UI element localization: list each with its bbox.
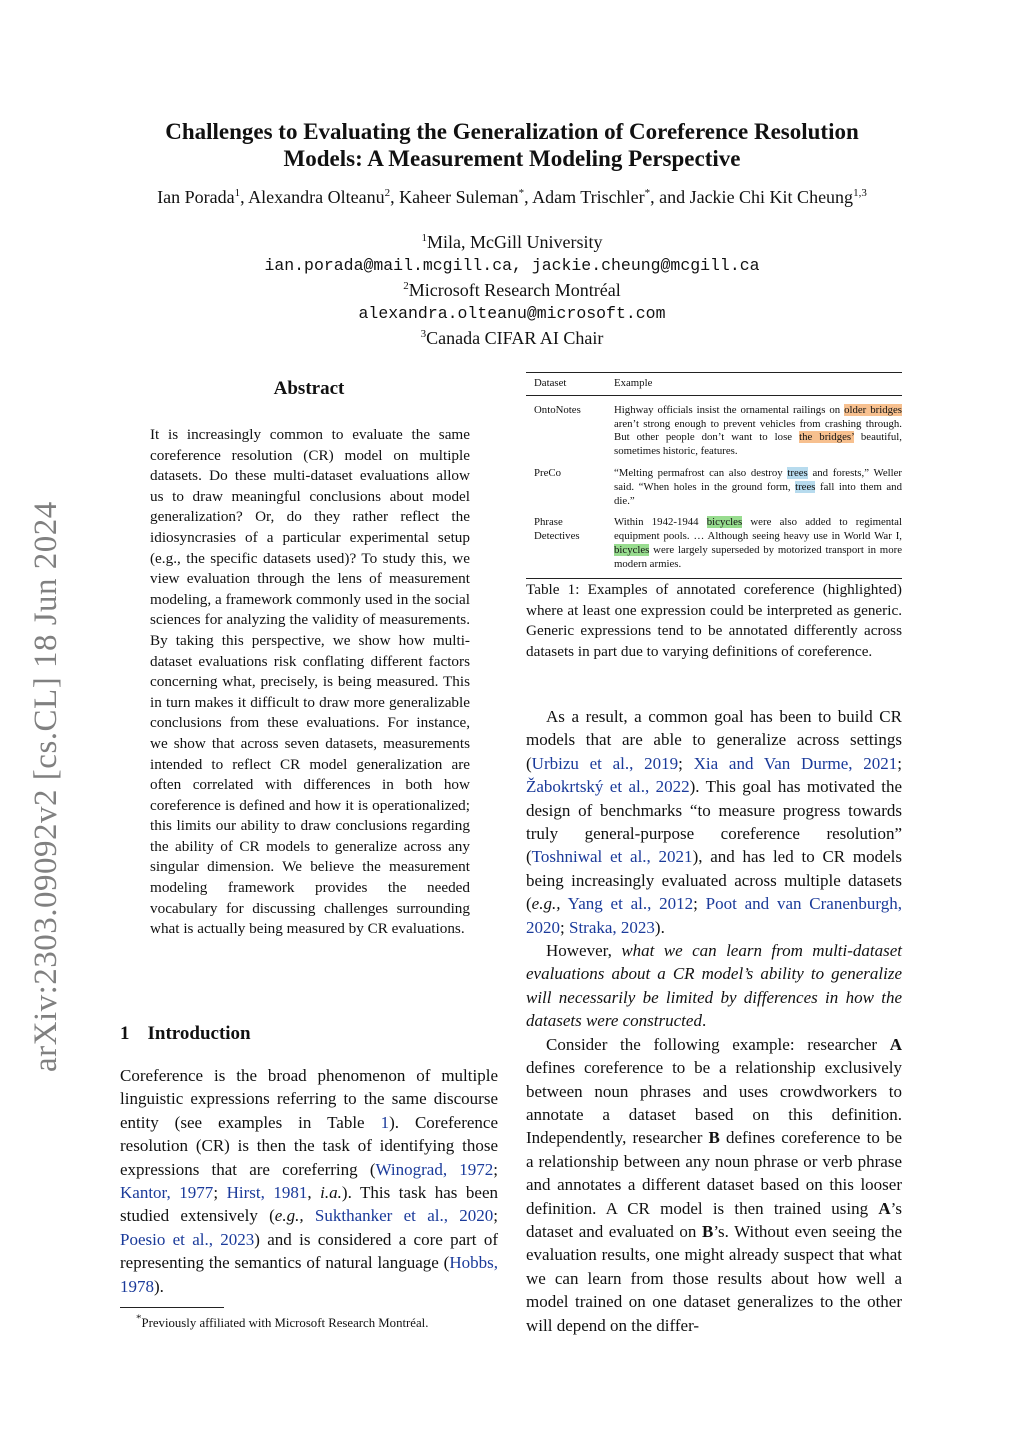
highlighted-mention: the bridges’ xyxy=(799,431,854,444)
highlighted-mention: bicycles xyxy=(614,543,650,556)
citation-link[interactable]: Straka, 2023 xyxy=(568,917,655,937)
citation-link[interactable]: Hobbs, 1978 xyxy=(120,1253,498,1296)
paragraph: Consider the following example: researcher A defines coreference to be a relationship exclusively between noun phrases and uses crowdworkers to annotate a dataset based on this definition. Independently, researcher B defines coreference to be a relationship between any noun phrase or verb phrase and annotates a different dataset based on this looser definition. A CR model is then trained using A’s dataset and evaluated on B’s. Without even seeing the evaluation results, one might already suspect that what we can learn from those results about how well a model trained on one dataset generalizes to the other will depend on the differ- xyxy=(526,1034,903,1335)
citation-link[interactable]: Xia and Van Durme, 2021 xyxy=(693,753,898,773)
highlighted-mention: trees xyxy=(795,480,816,493)
table-ref-link[interactable]: 1 xyxy=(380,1112,390,1132)
footnote: *Previously affiliated with Microsoft Research Montréal. xyxy=(136,1312,429,1330)
section-heading-introduction: 1 Introduction xyxy=(120,1023,251,1044)
citation-link[interactable]: Winograd, 1972 xyxy=(375,1159,494,1179)
right-column-body xyxy=(526,705,902,1337)
example-text: Highway officials insist the ornamental railings on older bridges aren’t strong enough to prevent vehicles from crashing through. But other people don’t want to lose the bridges’ beautiful, sometimes historic, features. xyxy=(614,403,902,458)
citation-link[interactable]: Poot and van Cranenburgh, 2020 xyxy=(526,894,902,937)
author: Jackie Chi Kit Cheung xyxy=(689,187,854,207)
title-line-1: Challenges to Evaluating the Generalization of Coreference Resolution xyxy=(165,119,859,144)
email-line: alexandra.olteanu@microsoft.com xyxy=(358,304,666,323)
table-row xyxy=(526,516,902,571)
dataset-name: OntoNotes xyxy=(534,403,581,416)
affiliation: $^3$Canada CIFAR AI Chair xyxy=(420,328,604,348)
citation-link[interactable]: Urbizu et al., 2019 xyxy=(531,753,679,773)
author: Kaheer Suleman xyxy=(399,187,519,207)
author: Adam Trischler xyxy=(532,187,645,207)
citation-link[interactable]: Sukthanker et al., 2020 xyxy=(314,1206,494,1226)
paragraph: However, what we can learn from multi-dataset evaluations about a CR model’s ability to generalize will necessarily be limited by differences in how the datasets were constructed. xyxy=(526,941,903,1031)
citation-link[interactable]: Kantor, 1977 xyxy=(120,1183,214,1203)
paper-title xyxy=(100,118,924,172)
citation-link[interactable]: Poesio et al., 2023 xyxy=(120,1229,255,1249)
table-header xyxy=(526,372,902,396)
dataset-name: Phrase Detectives xyxy=(534,516,580,543)
example-text: “Melting permafrost can also destroy trees and forests,” Weller said. “When holes in the ground form, trees fall into them and die.” xyxy=(614,466,902,507)
example-text: Within 1942-1944 bicycles were also added to regimental equipment pools. … Although seeing heavy use in World War I, bicycles were largely superseded by motorized transport in more modern armies. xyxy=(614,516,902,570)
highlighted-mention: bicycles xyxy=(706,516,743,529)
abstract-heading: Abstract xyxy=(273,378,345,399)
author-list: Ian Porada$^1$, Alexandra Olteanu$^2$, Kaheer Suleman*, Adam Trischler*, and Jackie Chi Kit Cheung$^{1,3}$ xyxy=(157,187,867,207)
table-bottom-rule xyxy=(526,578,902,579)
email-line: ian.porada@mail.mcgill.ca, jackie.cheung@mcgill.ca xyxy=(264,256,760,275)
citation-link[interactable]: Yang et al., 2012 xyxy=(567,894,694,914)
table-row xyxy=(526,467,902,508)
table-caption: Table 1: Examples of annotated coreference (highlighted) where at least one expression could be interpreted as generic. Generic expressions tend to be annotated differently across datasets in part due to varying definitions of coreference. xyxy=(526,581,902,660)
affiliation: $^2$Microsoft Research Montréal xyxy=(403,280,621,300)
paragraph: As a result, a common goal has been to build CR models that are able to generalize across settings (Urbizu et al., 2019; Xia and Van Durme, 2021; Žabokrtský et al., 2022). This goal has motivated the design of benchmarks “to measure progress towards truly general-purpose coreference resolution” (Toshniwal et al., 2021), and has led to CR models being increasingly evaluated across multiple datasets (e.g., Yang et al., 2012; Poot and van Cranenburgh, 2020; Straka, 2023). xyxy=(526,707,903,937)
citation-link[interactable]: Žabokrtský et al., 2022 xyxy=(526,777,690,797)
arxiv-identifier: arXiv:2303.09092v2 [cs.CL] 18 Jun 2024 xyxy=(28,501,64,1072)
footnote-rule xyxy=(120,1307,224,1308)
author: Ian Porada xyxy=(157,187,235,207)
column-header-example: Example xyxy=(614,377,653,389)
column-header-dataset: Dataset xyxy=(534,377,567,389)
citation-link[interactable]: Toshniwal et al., 2021 xyxy=(531,847,693,867)
author: Alexandra Olteanu xyxy=(248,187,385,207)
title-line-2: Models: A Measurement Modeling Perspective xyxy=(283,146,741,171)
highlighted-mention: trees xyxy=(787,466,808,479)
table-row xyxy=(526,404,902,459)
affiliation: $^1$Mila, McGill University xyxy=(421,232,603,252)
example-table xyxy=(526,372,902,579)
affiliations xyxy=(200,230,824,350)
intro-paragraph: Coreference is the broad phenomenon of multiple linguistic expressions referring to the same discourse entity (see examples in Table 1). Coreference resolution (CR) is then the task of identifying those expressions that are coreferring (Winograd, 1972; Kantor, 1977; Hirst, 1981, i.a.). This task has been studied extensively (e.g., Sukthanker et al., 2020; Poesio et al., 2023) and is considered a core part of representing the semantics of natural language (Hobbs, 1978). xyxy=(120,1066,499,1296)
highlighted-mention: older bridges xyxy=(844,403,902,416)
abstract-text: It is increasingly common to evaluate the same coreference resolution (CR) model on multiple datasets. Do these multi-dataset evaluations allow us to draw meaningful conclusions about model generalization? Or, do they rather reflect the idiosyncrasies of a particular experimental setup (e.g., the specific datasets used)? To study this, we view evaluation through the lens of measurement modeling, a framework commonly used in the social sciences for analyzing the validity of measurements. By taking this perspective, we show how multi-dataset evaluations risk conflating different factors concerning what, precisely, is being measured. This in turn makes it difficult to draw more generalizable conclusions from these evaluations. For instance, we show that across seven datasets, measurements intended to reflect CR model generalization are often correlated with differences in both how coreference is defined and how it is operationalized; this limits our ability to draw conclusions regarding the ability of CR models to generalize across any singular dimension. We believe the measurement modeling framework provides the needed vocabulary for discussing challenges surrounding what is actually being measured by CR evaluations. xyxy=(150,426,470,938)
citation-link[interactable]: Hirst, 1981 xyxy=(226,1183,308,1203)
dataset-name: PreCo xyxy=(534,466,561,479)
